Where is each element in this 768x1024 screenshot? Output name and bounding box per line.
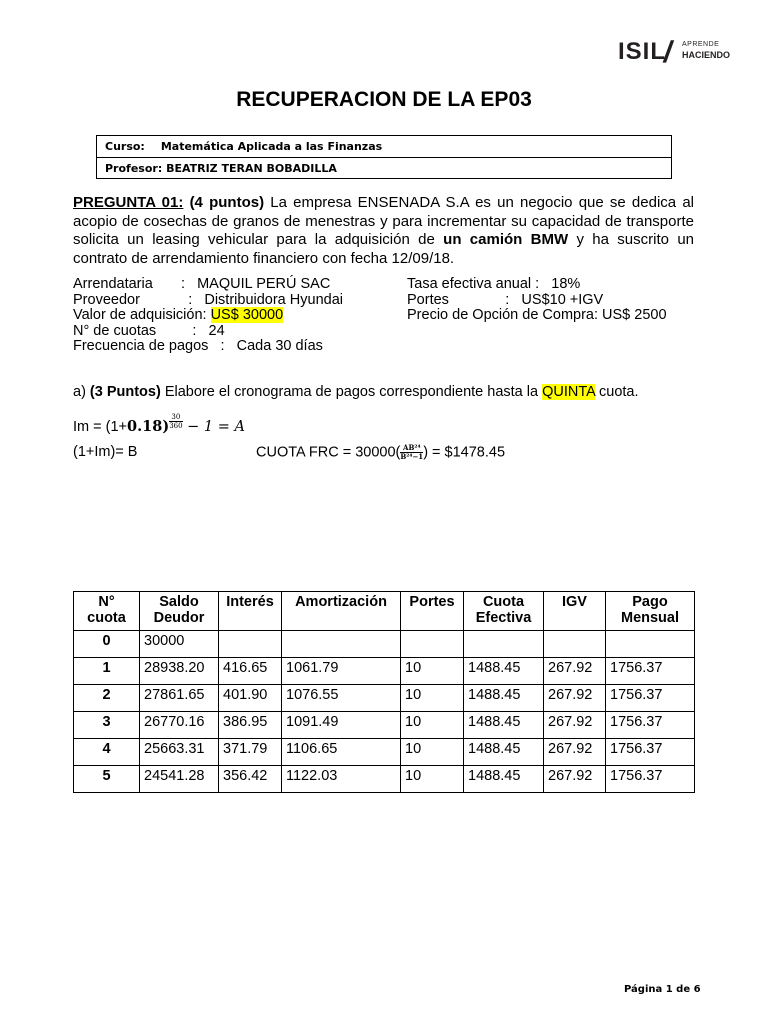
cell-pago: 1756.37	[606, 766, 695, 793]
spec-portes: Portes : US$10 +IGV	[407, 291, 604, 308]
cell-interes: 386.95	[219, 712, 282, 739]
cell-portes	[401, 631, 464, 658]
spec-valor	[73, 308, 343, 324]
table-row	[74, 685, 695, 712]
professor-value: BEATRIZ TERAN BOBADILLA	[166, 162, 337, 175]
cuota-suffix: ) = $1478.45	[423, 444, 506, 461]
im-base: 0.18)	[127, 418, 170, 435]
logo-tag-bottom: HACIENDO	[682, 50, 731, 60]
spec-opcion: Precio de Opción de Compra: US$ 2500	[407, 307, 667, 323]
cell-interes: 401.90	[219, 685, 282, 712]
im-rest: − 1 = A	[182, 419, 245, 435]
cell-igv: 267.92	[544, 685, 606, 712]
cell-portes: 10	[401, 766, 464, 793]
cuota-num: AB²⁴	[400, 444, 423, 453]
part-a-points: (3 Puntos)	[89, 384, 161, 400]
cell-n: 2	[74, 685, 140, 712]
b-formula: (1+Im)= B	[73, 444, 138, 460]
header-interes: Interés	[219, 592, 282, 631]
spec-tasa: Tasa efectiva anual : 18%	[407, 276, 581, 292]
part-a-highlight: QUINTA	[542, 384, 595, 400]
cell-saldo: 24541.28	[140, 766, 219, 793]
cell-amortizacion: 1106.65	[282, 739, 401, 766]
cell-interes: 356.42	[219, 766, 282, 793]
im-prefix: Im = (1+	[73, 419, 127, 435]
cell-n: 3	[74, 712, 140, 739]
cuota-formula	[256, 444, 505, 461]
cell-pago: 1756.37	[606, 685, 695, 712]
specs-right	[407, 277, 667, 324]
spec-arrendataria: Arrendataria : MAQUIL PERÚ SAC	[73, 276, 331, 292]
question-paragraph	[73, 194, 694, 268]
cell-saldo: 26770.16	[140, 712, 219, 739]
course-row	[97, 136, 671, 157]
logo-tag-top: APRENDE	[682, 41, 720, 48]
logo-slash-icon: /	[661, 36, 676, 69]
professor-label: Profesor:	[105, 162, 163, 175]
im-exp-den: 360	[169, 421, 183, 430]
cell-amortizacion: 1061.79	[282, 658, 401, 685]
table-row	[74, 739, 695, 766]
course-label: Curso:	[105, 140, 145, 153]
table-row	[74, 766, 695, 793]
cuota-prefix: CUOTA FRC = 30000(	[256, 444, 401, 461]
cell-portes: 10	[401, 739, 464, 766]
question-label: PREGUNTA 01:	[73, 194, 184, 211]
cell-n: 5	[74, 766, 140, 793]
cell-n: 4	[74, 739, 140, 766]
course-info-box	[96, 135, 672, 179]
header-amortizacion: Amortización	[282, 592, 401, 631]
cell-pago: 1756.37	[606, 712, 695, 739]
table-row	[74, 631, 695, 658]
im-formula	[73, 412, 245, 435]
cell-igv: 267.92	[544, 712, 606, 739]
spec-proveedor: Proveedor : Distribuidora Hyundai	[73, 291, 343, 308]
question-text-1: La empresa ENSENADA S.A es un negocio que se dedica al acopio de cosechas de granos de menestras y para incrementar su capacidad de transporte solicita un leasing vehicular para la adquisición de	[73, 194, 694, 248]
question-text-2: y ha suscrito un contrato de arrendamiento financiero con fecha 12/09/18.	[73, 231, 694, 267]
question-bold: un camión BMW	[443, 231, 569, 248]
header-portes: Portes	[401, 592, 464, 631]
cell-interes	[219, 631, 282, 658]
header-pago-mensual: Pago Mensual	[606, 592, 695, 631]
cell-portes: 10	[401, 685, 464, 712]
cell-igv: 267.92	[544, 739, 606, 766]
part-a-text: Elabore el cronograma de pagos correspondiente hasta la	[160, 384, 543, 400]
header-n-cuota: N° cuota	[74, 592, 140, 631]
cell-igv	[544, 631, 606, 658]
part-a-instruction	[73, 385, 639, 401]
cell-amortizacion: 1076.55	[282, 685, 401, 712]
isil-logo	[618, 34, 731, 74]
spec-valor-value: US$ 30000	[210, 307, 284, 323]
spec-cuotas: N° de cuotas : 24	[73, 322, 225, 339]
header-saldo-deudor: Saldo Deudor	[140, 592, 219, 631]
header-igv: IGV	[544, 592, 606, 631]
cell-amortizacion	[282, 631, 401, 658]
professor-row	[97, 157, 671, 178]
cell-saldo: 28938.20	[140, 658, 219, 685]
cuota-fraction	[400, 444, 423, 461]
im-exp-num: 30	[169, 413, 182, 422]
page-title: RECUPERACION DE LA EP03	[236, 88, 532, 111]
cell-amortizacion: 1122.03	[282, 766, 401, 793]
cell-cuota	[464, 631, 544, 658]
cell-igv: 267.92	[544, 658, 606, 685]
question-points: (4 puntos)	[189, 194, 265, 211]
payment-schedule-table	[73, 591, 695, 793]
table-header-row	[74, 592, 695, 631]
cell-amortizacion: 1091.49	[282, 712, 401, 739]
page-number: Página 1 de 6	[624, 984, 701, 995]
cell-pago: 1756.37	[606, 658, 695, 685]
cell-saldo: 25663.31	[140, 739, 219, 766]
cell-cuota: 1488.45	[464, 766, 544, 793]
table-row	[74, 658, 695, 685]
cuota-den: B²⁴−1	[400, 452, 424, 461]
cell-pago: 1756.37	[606, 739, 695, 766]
course-value: Matemática Aplicada a las Finanzas	[160, 140, 383, 153]
cell-pago	[606, 631, 695, 658]
part-a-prefix: a)	[73, 384, 90, 400]
specs-left	[73, 277, 343, 355]
part-a-suffix: cuota.	[595, 384, 639, 400]
logo-wordmark: ISIL	[618, 38, 667, 65]
cell-cuota: 1488.45	[464, 739, 544, 766]
cell-igv: 267.92	[544, 766, 606, 793]
im-exponent	[169, 413, 182, 430]
cell-portes: 10	[401, 712, 464, 739]
spec-frecuencia: Frecuencia de pagos : Cada 30 días	[73, 338, 323, 354]
spec-valor-label: Valor de adquisición:	[73, 307, 211, 323]
cell-interes: 416.65	[219, 658, 282, 685]
header-cuota-efectiva: Cuota Efectiva	[464, 592, 544, 631]
cell-cuota: 1488.45	[464, 712, 544, 739]
cell-cuota: 1488.45	[464, 685, 544, 712]
cell-saldo: 27861.65	[140, 685, 219, 712]
table-row	[74, 712, 695, 739]
cell-n: 1	[74, 658, 140, 685]
cell-portes: 10	[401, 658, 464, 685]
cell-cuota: 1488.45	[464, 658, 544, 685]
cell-n: 0	[74, 631, 140, 658]
cell-interes: 371.79	[219, 739, 282, 766]
cell-saldo: 30000	[140, 631, 219, 658]
